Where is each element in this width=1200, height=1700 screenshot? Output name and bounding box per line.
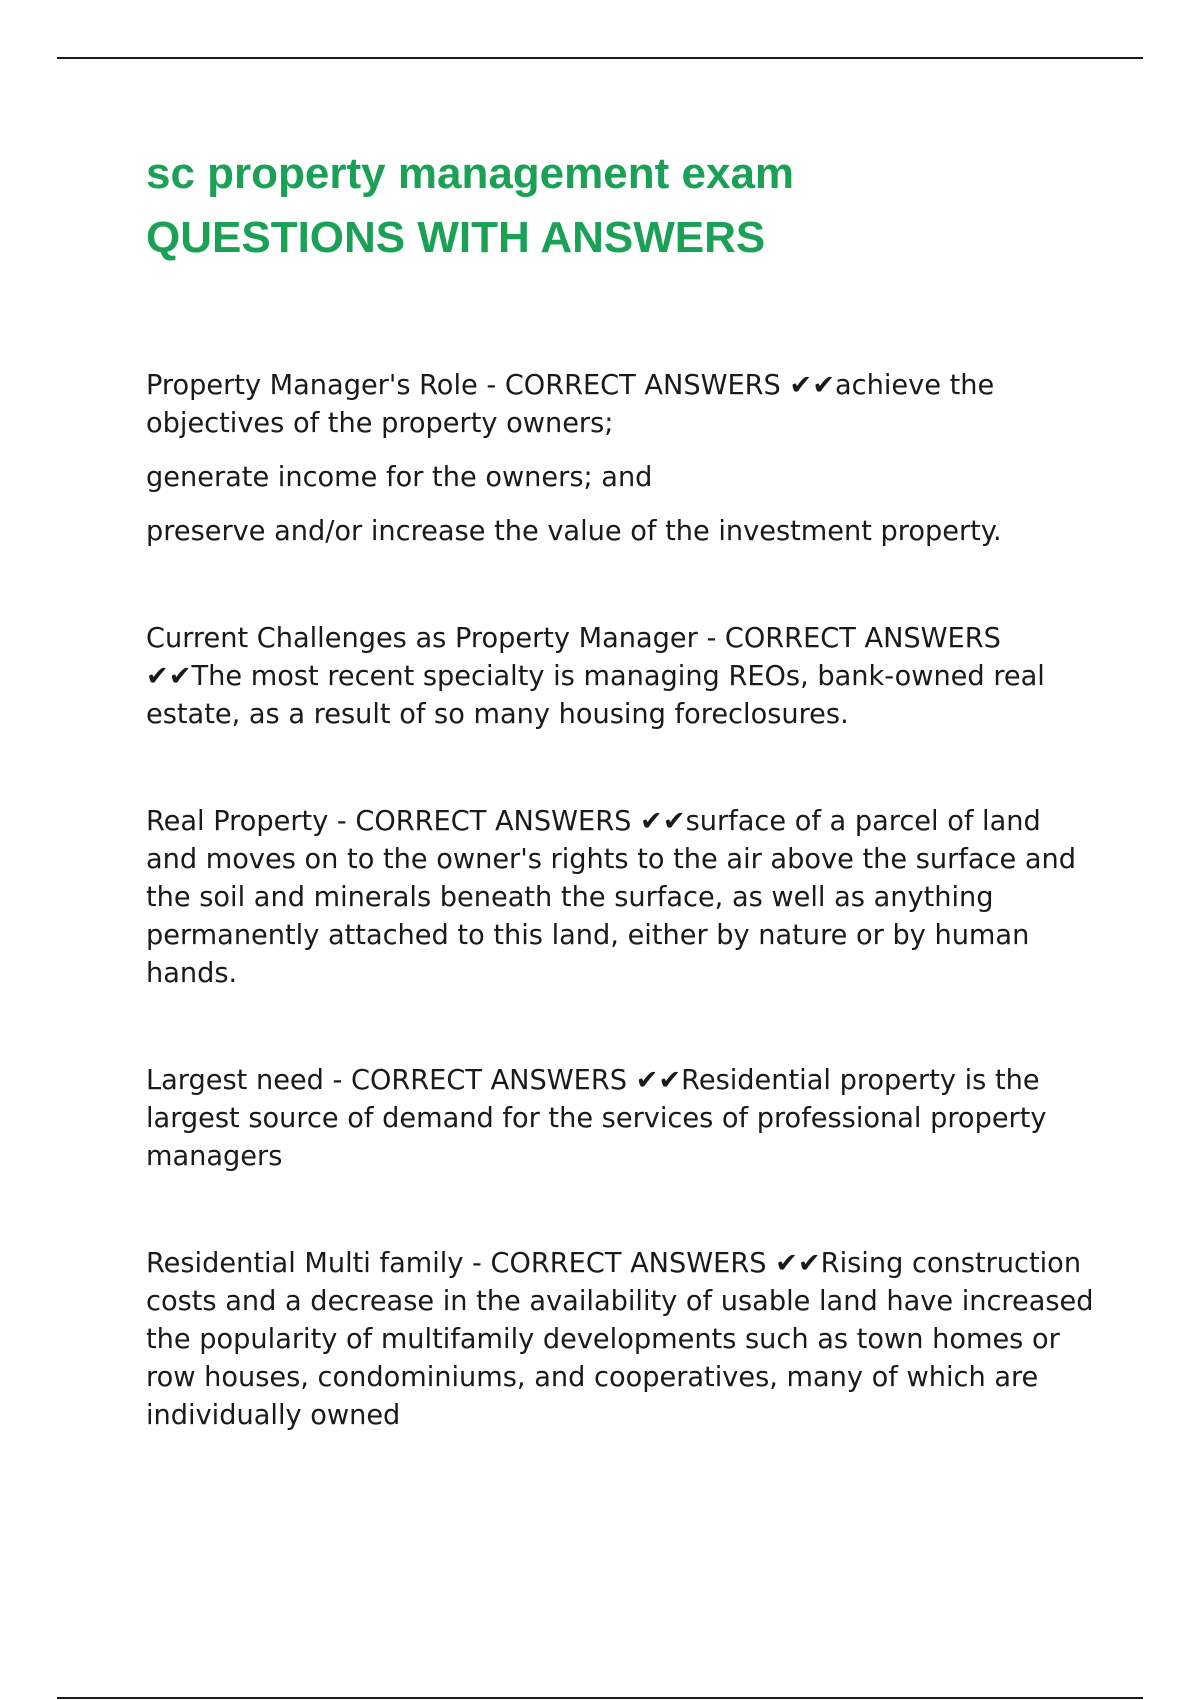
footer-rule (57, 1697, 1143, 1699)
qa-item (146, 620, 1096, 734)
qa-paragraph: Residential Multi family - CORRECT ANSWERS ✔✔Rising construction costs and a decrease in the availability of usable land have increased the popularity of multifamily developments such as town homes or row houses, condominiums, and cooperatives, many of which are individually owned (146, 1248, 1094, 1431)
header-rule (57, 57, 1143, 59)
qa-paragraph: Real Property - CORRECT ANSWERS ✔✔surface of a parcel of land and moves on to the owner's rights to the air above the surface and the soil and minerals beneath the surface, as well as anything permanently attached to this land, either by nature or by human hands. (146, 806, 1076, 989)
qa-paragraph: Property Manager's Role - CORRECT ANSWERS ✔✔achieve the objectives of the property owners; (146, 370, 995, 439)
document-title (146, 142, 1046, 270)
qa-list (146, 367, 1096, 1435)
qa-item (146, 367, 1096, 551)
qa-paragraph: generate income for the owners; and (146, 462, 653, 493)
qa-item (146, 803, 1096, 993)
qa-paragraph: Current Challenges as Property Manager - CORRECT ANSWERS ✔✔The most recent specialty is managing REOs, bank-owned real estate, as a result of so many housing foreclosures. (146, 623, 1045, 730)
qa-paragraph: Largest need - CORRECT ANSWERS ✔✔Residential property is the largest source of demand for the services of professional property managers (146, 1065, 1047, 1172)
qa-item (146, 1245, 1096, 1435)
title-line-1: sc property management exam (146, 149, 795, 198)
qa-paragraph: preserve and/or increase the value of the investment property. (146, 516, 1002, 547)
title-line-2: QUESTIONS WITH ANSWERS (146, 213, 766, 262)
qa-item (146, 1062, 1096, 1176)
